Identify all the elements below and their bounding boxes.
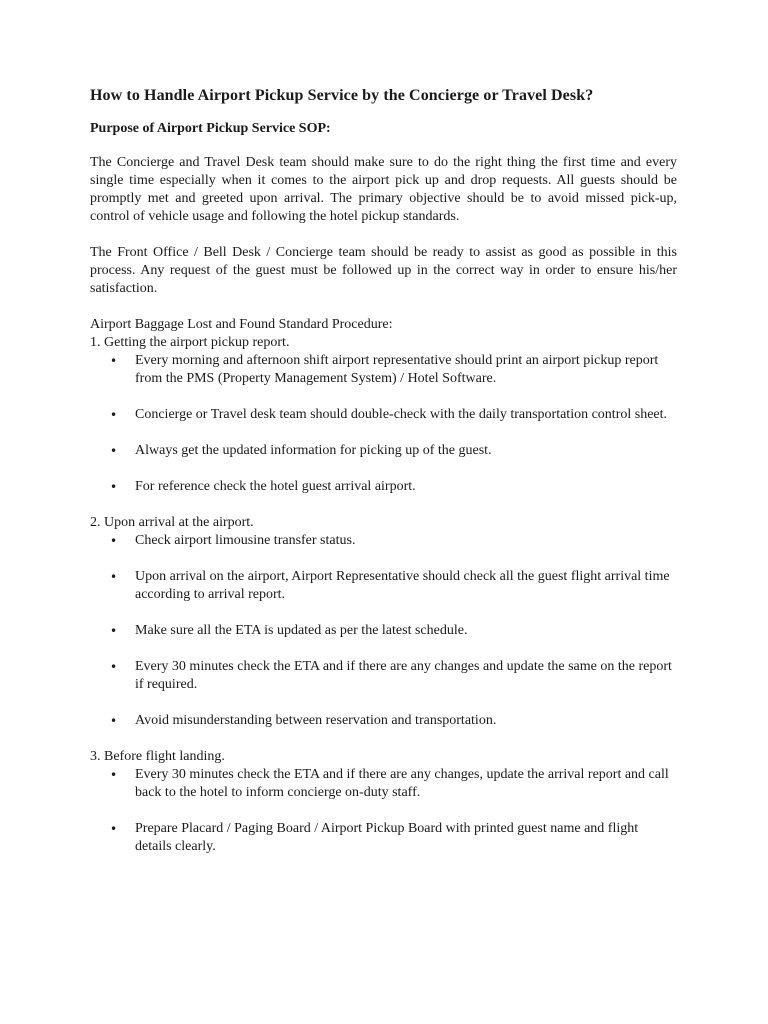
list-item: • Prepare Placard / Paging Board / Airport Pickup Board with printed guest name and flight details clearly. [90, 820, 677, 856]
bullet-list [90, 352, 677, 496]
document-body [90, 86, 677, 874]
section-heading: 2. Upon arrival at the airport. [90, 515, 254, 530]
section-heading: 1. Getting the airport pickup report. [90, 335, 290, 350]
paragraph: The Front Office / Bell Desk / Concierge team should be ready to assist as good as possible in this process. Any request of the guest must be followed up in the correct way in order to ensure his/her satisfaction. [90, 245, 677, 296]
list-item: • Check airport limousine transfer status. [90, 532, 677, 550]
bullet-list [90, 766, 677, 856]
list-item: • Every 30 minutes check the ETA and if there are any changes and update the same on the report if required. [90, 658, 677, 694]
section-heading: 3. Before flight landing. [90, 749, 225, 764]
list-item: • Every 30 minutes check the ETA and if there are any changes, update the arrival report and call back to the hotel to inform concierge on-duty staff. [90, 766, 677, 802]
section-1 [90, 334, 677, 496]
section-3 [90, 748, 677, 856]
list-item: • For reference check the hotel guest arrival airport. [90, 478, 677, 496]
bullet-list [90, 532, 677, 730]
list-item: • Every morning and afternoon shift airport representative should print an airport pickup report from the PMS (Property Management System) / Hotel Software. [90, 352, 677, 388]
purpose-heading: Purpose of Airport Pickup Service SOP: [90, 121, 331, 136]
paragraph: The Concierge and Travel Desk team should make sure to do the right thing the first time and every single time especially when it comes to the airport pick up and drop requests. All guests should be promptly met and greeted upon arrival. The primary objective should be to avoid missed pick-up, control of vehicle usage and following the hotel pickup standards. [90, 155, 677, 224]
document-title: How to Handle Airport Pickup Service by the Concierge or Travel Desk? [90, 87, 594, 104]
procedure-title: Airport Baggage Lost and Found Standard Procedure: [90, 317, 393, 332]
list-item: • Concierge or Travel desk team should double-check with the daily transportation control sheet. [90, 406, 677, 424]
list-item: • Avoid misunderstanding between reservation and transportation. [90, 712, 677, 730]
section-2 [90, 514, 677, 730]
list-item: • Always get the updated information for picking up of the guest. [90, 442, 677, 460]
list-item: • Make sure all the ETA is updated as per the latest schedule. [90, 622, 677, 640]
list-item: • Upon arrival on the airport, Airport Representative should check all the guest flight arrival time according to arrival report. [90, 568, 677, 604]
